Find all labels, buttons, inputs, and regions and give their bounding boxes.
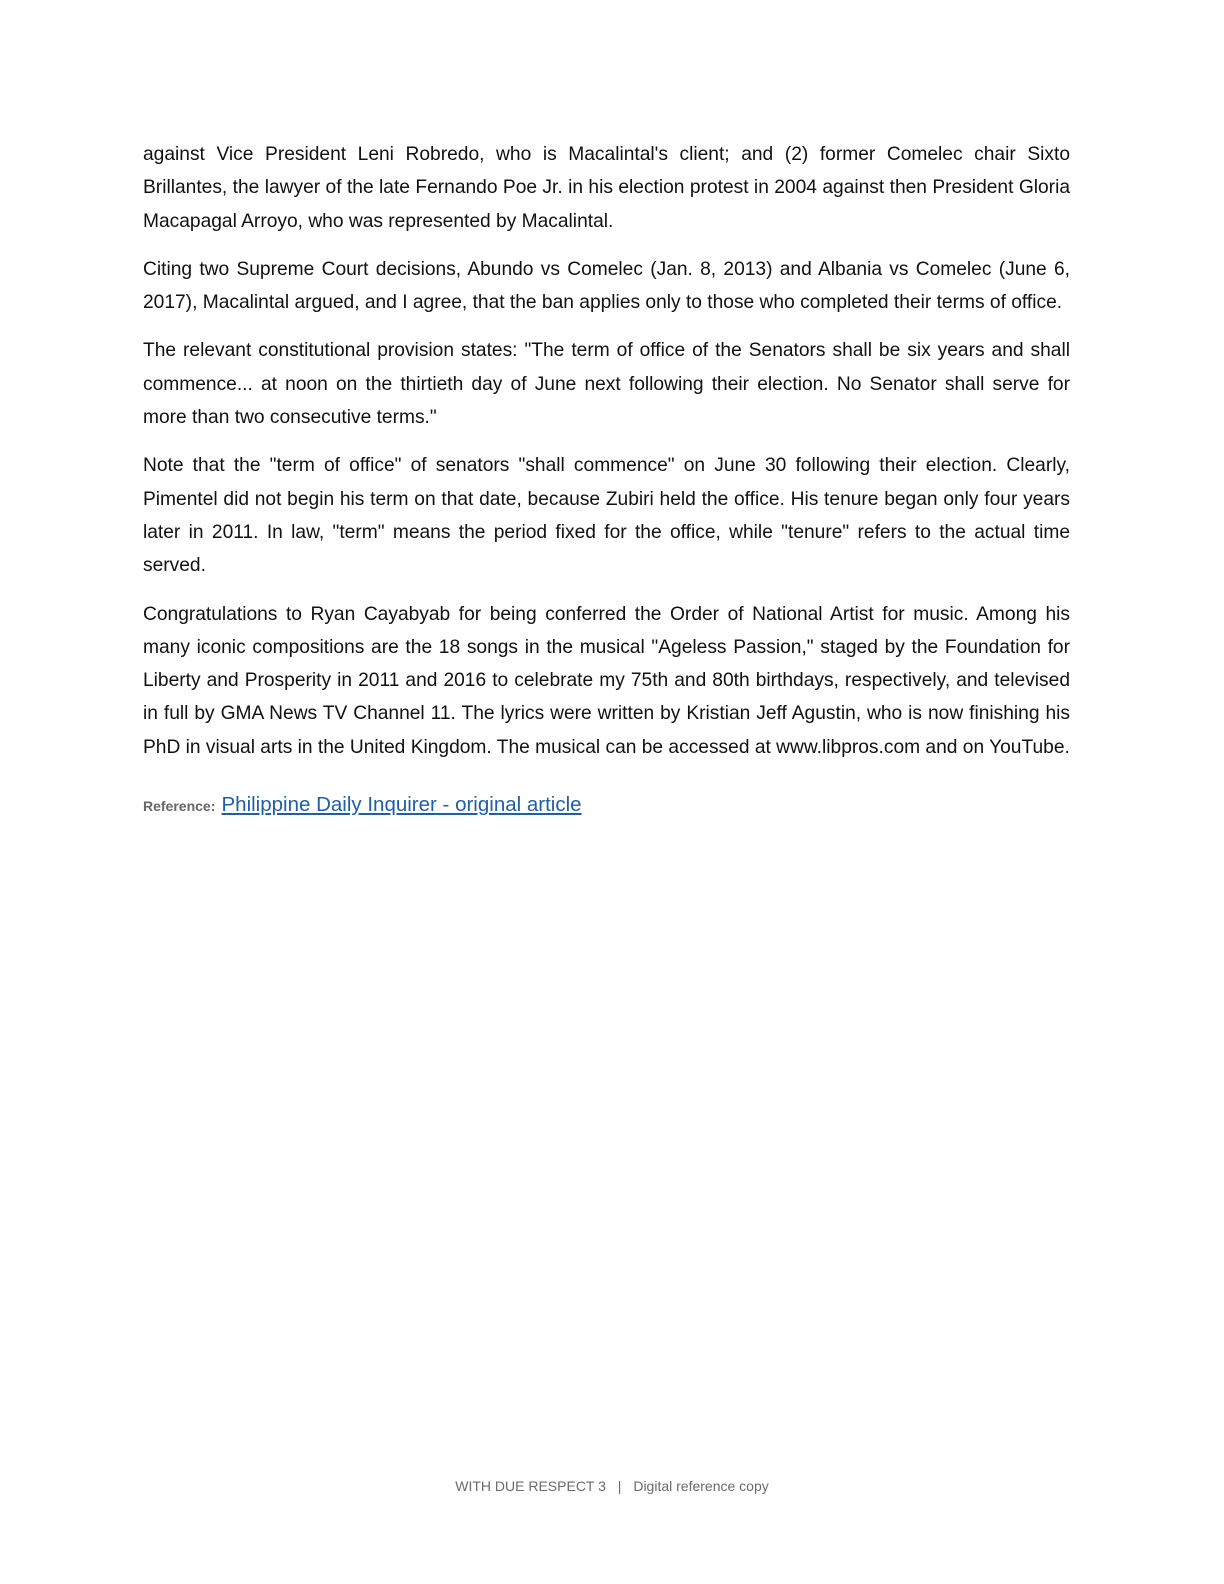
reference-link[interactable]: Philippine Daily Inquirer - original article [221, 793, 582, 817]
body-paragraph-4: Note that the "term of office" of senators "shall commence" on June 30 following their election. Clearly, Pimentel did not begin his term on that date, because Zubiri held the office. His tenure began only four years later in 2011. In law, "term" means the period fixed for the office, while "tenure" refers to the actual time served. [143, 455, 1070, 577]
document-page [143, 138, 1070, 821]
footer-note: Digital reference copy [633, 1478, 769, 1494]
body-paragraph-2: Citing two Supreme Court decisions, Abundo vs Comelec (Jan. 8, 2013) and Albania vs Comelec (June 6, 2017), Macalintal argued, and I agree, that the ban applies only to those who completed their terms of office. [143, 258, 1070, 314]
page-footer [0, 1478, 1224, 1494]
body-paragraph-5: Congratulations to Ryan Cayabyab for being conferred the Order of National Artist for music. Among his many iconic compositions are the 18 songs in the musical "Ageless Passion," staged by the Foundation for Liberty and Prosperity in 2011 and 2016 to celebrate my 75th and 80th birthdays, respectively, and televised in full by GMA News TV Channel 11. The lyrics were written by Kristian Jeff Agustin, who is now finishing his PhD in visual arts in the United Kingdom. The musical can be accessed at www.libpros.com and on YouTube. [143, 603, 1070, 758]
reference-line [143, 789, 1070, 821]
footer-title: WITH DUE RESPECT 3 [455, 1478, 606, 1494]
body-paragraph-3: The relevant constitutional provision states: "The term of office of the Senators shall be six years and shall commence... at noon on the thirtieth day of June next following their election. No Senator shall serve for more than two consecutive terms." [143, 340, 1070, 429]
reference-label: Reference: [143, 798, 216, 815]
footer-separator: | [617, 1478, 622, 1494]
body-paragraph-1: against Vice President Leni Robredo, who is Macalintal's client; and (2) former Comelec chair Sixto Brillantes, the lawyer of the late Fernando Poe Jr. in his election protest in 2004 against then President Gloria Macapagal Arroyo, who was represented by Macalintal. [143, 144, 1070, 232]
